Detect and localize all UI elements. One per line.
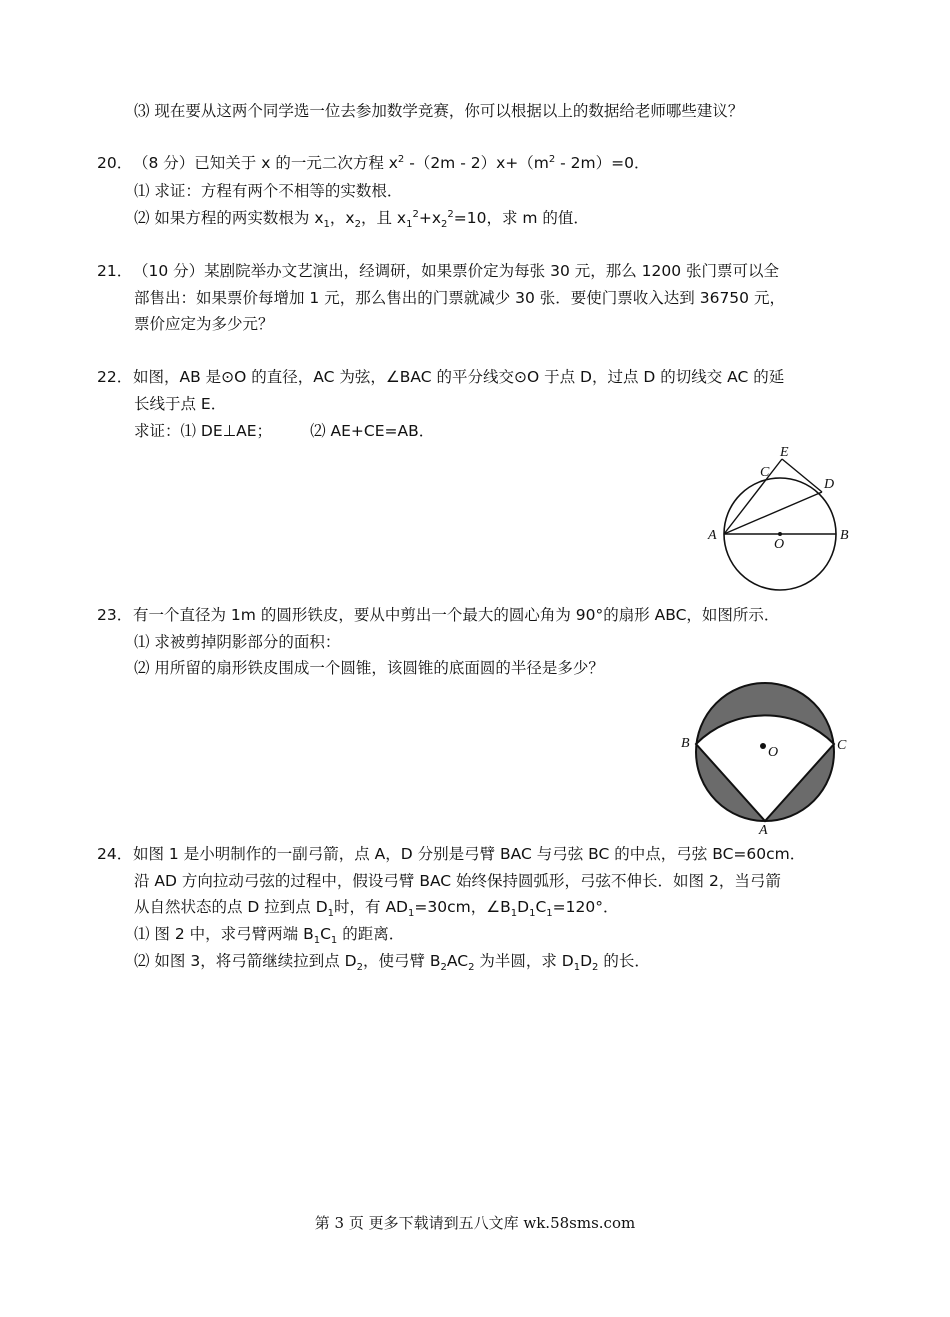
q20-sup: 2 — [548, 153, 556, 165]
q24-sub: 1 — [529, 908, 536, 920]
q24-text: D — [580, 952, 593, 970]
q23-text: 有一个直径为 1m 的圆形铁皮，要从中剪出一个最大的圆心角为 90°的扇形 ABC，如图所示． — [133, 606, 780, 624]
q20-text-c: - 2m）=0． — [555, 154, 650, 172]
q19-part3: ⑶ 现在要从这两个同学选一位去参加数学竞赛，你可以根据以上的数据给老师哪些建议？ — [134, 102, 744, 120]
q20-sub: 2 — [354, 219, 361, 231]
q23-label-a: A — [759, 823, 768, 836]
q22-text: 如图，AB 是⊙O 的直径，AC 为弦，∠BAC 的平分线交⊙O 于点 D，过点 D 的切线交 AC 的延 — [133, 368, 785, 386]
q20-sup: 2 — [397, 153, 405, 165]
q22-label-d: D — [824, 477, 835, 492]
q20-p2-text: ，x — [329, 209, 355, 227]
q22-line-ad — [724, 492, 822, 534]
q23-label-b: B — [681, 736, 690, 751]
q24-text: 的距离． — [337, 925, 405, 943]
q22-number: 22． — [97, 368, 133, 386]
q23-part2: ⑵ 用所留的扇形铁皮围成一个圆锥，该圆锥的底面圆的半径是多少？ — [134, 659, 604, 677]
q24-text: 从自然状态的点 D 拉到点 D — [134, 898, 328, 916]
q22-center-dot — [778, 532, 782, 536]
q21-text: （10 分）某剧院举办文艺演出，经调研，如果票价定为每张 30 元，那么 1200 张门票可以全 — [133, 262, 780, 280]
q24-sub: 1 — [573, 962, 581, 974]
q24-text: 的长． — [598, 952, 650, 970]
page-footer: 第 3 页 更多下载请到五八文库 wk.58sms.com — [314, 1214, 636, 1232]
q23-number: 23． — [97, 606, 133, 624]
q24-line1 — [97, 843, 805, 865]
q24-sub: 2 — [592, 962, 599, 974]
q20-p2-text: +x — [418, 209, 441, 227]
q23-part1: ⑴ 求被剪掉阴影部分的面积： — [134, 633, 341, 651]
q24-sub: 1 — [330, 935, 338, 947]
q24-text: C — [320, 925, 331, 943]
q23-center-dot — [760, 743, 766, 749]
q21-number: 21． — [97, 262, 133, 280]
q21-line1 — [97, 260, 779, 282]
q22-label-e: E — [780, 445, 789, 460]
q20-number: 20． — [97, 154, 133, 172]
q24-text: ⑵ 如图 3，将弓箭继续拉到点 D — [134, 952, 357, 970]
q22-label-b: B — [840, 528, 849, 543]
q23-sector-abc — [696, 715, 834, 821]
q24-sub: 2 — [356, 962, 363, 974]
q20-heading — [97, 152, 650, 174]
q20-part2 — [134, 207, 589, 229]
q24-part1 — [134, 923, 404, 945]
q22-tangent-de — [782, 459, 822, 492]
q22-label-c: C — [760, 465, 770, 480]
q22-line3 — [134, 420, 434, 442]
q22-line-ae — [724, 459, 782, 534]
q20-sub: 1 — [323, 219, 330, 231]
q24-sub: 1 — [546, 908, 553, 920]
q23-label-o: O — [768, 745, 779, 760]
q22-proof-1: 求证：⑴ DE⊥AE； — [134, 422, 273, 440]
q24-text: ⑴ 图 2 中，求弓臂两端 B — [134, 925, 314, 943]
q24-line2: 沿 AD 方向拉动弓弦的过程中，假设弓臂 BAC 始终保持圆弧形，弓弦不伸长．如图 2，当弓箭 — [134, 872, 781, 890]
q22-proof-2: ⑵ AE+CE=AB． — [310, 422, 435, 440]
q24-text: ，使弓臂 B — [362, 952, 441, 970]
q24-text: 如图 1 是小明制作的一副弓箭，点 A，D 分别是弓臂 BAC 与弓弦 BC 的中点，弓弦 BC=60cm． — [133, 845, 806, 863]
q20-sub: 2 — [441, 219, 448, 231]
q22-line2: 长线于点 E． — [134, 395, 227, 413]
q20-p2-text: ⑵ 如果方程的两实数根为 x — [134, 209, 324, 227]
q22-figure — [700, 440, 860, 600]
q24-text: =30cm，∠B — [414, 898, 511, 916]
q21-line2: 部售出：如果票价每增加 1 元，那么售出的门票就减少 30 张．要使门票收入达到 36750 元， — [134, 289, 785, 307]
q23-label-c: C — [837, 738, 847, 753]
q20-part1: ⑴ 求证：方程有两个不相等的实数根． — [134, 182, 403, 200]
q20-p2-text: ，且 x — [360, 209, 407, 227]
q24-text: C — [535, 898, 547, 916]
q20-sup: 2 — [412, 208, 419, 220]
q24-sub: 1 — [327, 908, 335, 920]
q23-line1 — [97, 604, 779, 626]
q24-number: 24． — [97, 845, 133, 863]
q24-text: =120°． — [552, 898, 619, 916]
q22-label-o: O — [774, 537, 785, 552]
q24-sub: 2 — [468, 962, 475, 974]
q21-line3: 票价应定为多少元？ — [134, 315, 274, 333]
q20-text-a: （8 分）已知关于 x 的一元二次方程 x — [133, 154, 398, 172]
q24-part2 — [134, 950, 650, 972]
q22-line1 — [97, 366, 784, 388]
q24-text: 为半圆，求 D — [474, 952, 574, 970]
q24-sub: 1 — [408, 908, 415, 920]
q23-figure — [675, 676, 855, 836]
q24-sub: 1 — [313, 935, 321, 947]
q24-sub: 1 — [510, 908, 518, 920]
q24-line3 — [134, 896, 618, 918]
q22-label-a: A — [708, 528, 717, 543]
q24-text: D — [517, 898, 530, 916]
q24-sub: 2 — [440, 962, 447, 974]
q24-text: AC — [446, 952, 469, 970]
q20-text-b: -（2m - 2）x+（m — [404, 154, 549, 172]
q20-p2-text: =10，求 m 的值． — [453, 209, 589, 227]
q20-sub: 1 — [406, 219, 413, 231]
q24-text: 时，有 AD — [334, 898, 408, 916]
q20-sup: 2 — [447, 208, 454, 220]
